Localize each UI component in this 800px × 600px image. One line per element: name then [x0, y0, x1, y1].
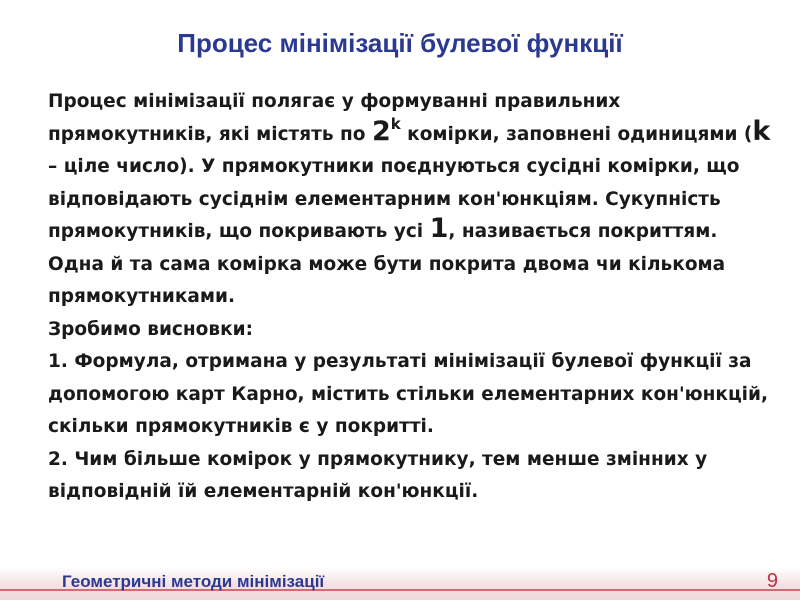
- intro-text-part-2: комірки, заповнені одиницями (: [400, 123, 753, 145]
- digit-one: 1: [429, 213, 449, 244]
- intro-text-part-1: Процес мінімізації полягає у формуванні правильних прямокутників, які містять по: [48, 91, 621, 145]
- slide-body: [48, 86, 778, 509]
- footer-section-title: Геометричні методи мінімізації: [62, 572, 325, 591]
- conclusions-heading: Зробимо висновки:: [48, 318, 253, 340]
- intro-text-part-4: , називається покриттям. Одна й та сама комірка може бути покрита двома чи кількома прямокутниками.: [48, 221, 726, 307]
- power-exponent-k: k: [390, 114, 401, 133]
- intro-text-part-3: – ціле число). У прямокутники поєднуються сусідні комірки, що відповідають сусіднім елементарним кон'юнкціям. Сукупність прямокутників, що покривають усі: [48, 156, 740, 242]
- conclusion-item-2: 2. Чим більше комірок у прямокутнику, тем менше змінних у відповідній їй елементарній кон'юнкції.: [48, 448, 708, 502]
- intro-paragraph: [48, 86, 778, 314]
- variable-k: k: [752, 115, 771, 147]
- conclusion-item-1: 1. Формула, отримана у результаті мінімізації булевої функції за допомогою карт Карно, містить стільки елементарних кон'юнкцій, скільки прямокутників є у покритті.: [48, 351, 768, 437]
- slide-title: Процес мінімізації булевої функції: [177, 28, 623, 58]
- page-number: 9: [766, 570, 778, 592]
- power-base-two: 2: [371, 115, 391, 147]
